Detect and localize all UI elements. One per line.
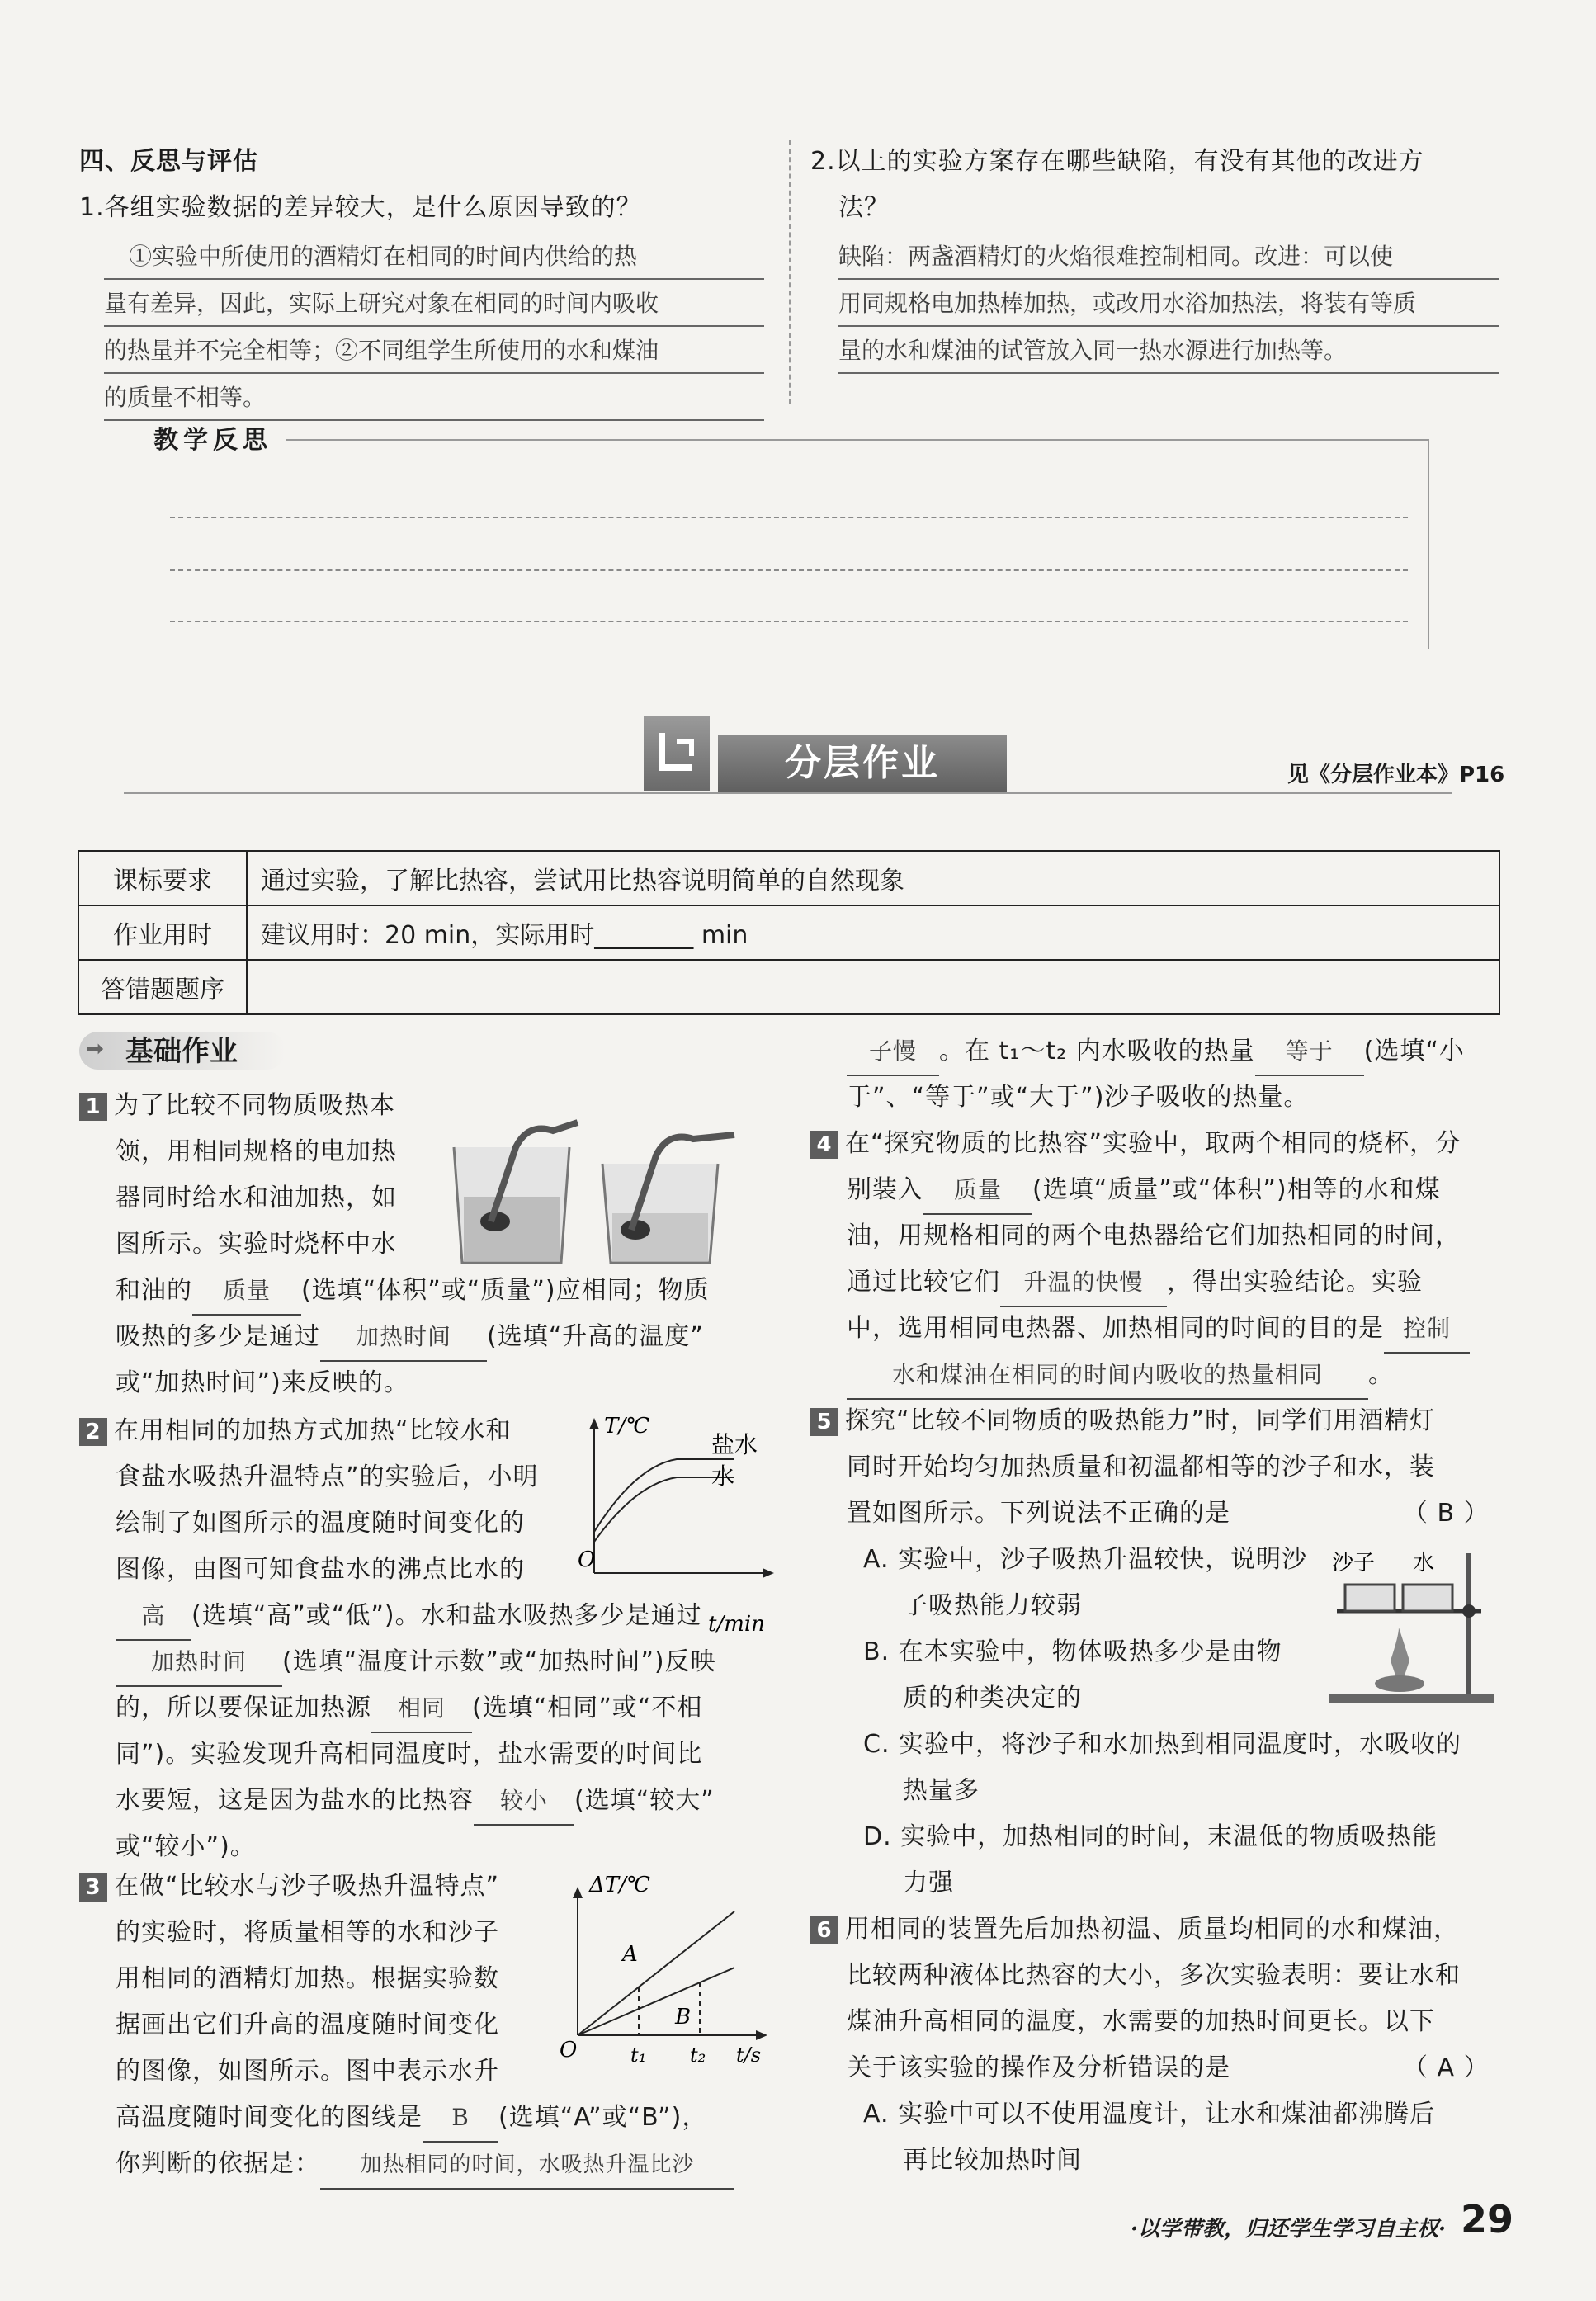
q1-line7: 或“加热时间”)来反映的。	[116, 1368, 409, 1397]
answer-line: 用同规格电加热棒加热，或改用水浴加热法，将装有等质	[838, 280, 1499, 327]
fig-water-label: 水	[1413, 1551, 1435, 1576]
q1-line5: 和油的 质量 (选填“体积”或“质量”)应相同；物质	[116, 1268, 710, 1316]
beaker-left-icon	[454, 1122, 578, 1263]
line-a	[578, 1911, 734, 2035]
page-number: 29	[1461, 2197, 1514, 2242]
q2-line8: 同”)。实验发现升高相同温度时，盐水需要的时间比	[116, 1740, 703, 1769]
q2-xaxis: t/min	[708, 1612, 765, 1637]
table-row	[78, 960, 1499, 1014]
q5-option-a[interactable]: A. 实验中，沙子吸热升温较快，说明沙 子吸热能力较弱	[863, 1545, 1308, 1620]
sand-container	[1345, 1585, 1395, 1611]
q3-label-a: A	[622, 1942, 638, 1967]
q2-label-water: 水	[711, 1462, 735, 1490]
teach-reflect-line	[170, 517, 1408, 518]
q3-line: 的实验时，将质量相等的水和沙子	[116, 1918, 499, 1947]
q5-line1: 5 探究“比较不同物质的吸热能力”时，同学们用酒精灯	[810, 1398, 1435, 1444]
reflect-q2-line1: 2.以上的实验方案存在哪些缺陷，有没有其他的改进方	[810, 147, 1424, 176]
q1-answer-2[interactable]: 加热时间	[320, 1314, 487, 1362]
reflect-a2	[838, 233, 1499, 374]
q3-line: 的图像，如图所示。图中表示水升	[116, 2057, 499, 2086]
q3-answer-1[interactable]: B	[423, 2095, 498, 2143]
q4-line1: 4 在“探究物质的比热容”实验中，取两个相同的烧杯，分	[810, 1121, 1461, 1167]
q1	[79, 1083, 426, 1268]
q2: 2 在用相同的加热方式加热“比较水和 食盐水吸热升温特点”的实验后，小明 绘制了如图所示的温度随时间变化的 图像，由图可知食盐水的沸点比水的	[79, 1408, 574, 1593]
apparatus-figure	[1320, 1537, 1502, 1710]
q3-cont-line1: 子慢 。在 t₁～t₂ 内水吸收的热量 等于 (选填“小	[847, 1028, 1465, 1076]
section-title: 基础作业	[125, 1035, 238, 1068]
q6-line2: 比较两种液体比热容的大小，多次实验表明：要让水和	[847, 1961, 1461, 1990]
banner-icon-block	[644, 716, 710, 791]
layers-icon	[644, 716, 710, 791]
q6-line4: 关于该实验的操作及分析错误的是	[847, 2053, 1230, 2082]
q2-label-brine: 盐水	[711, 1431, 758, 1458]
q3-line7: 你判断的依据是： 加热相同的时间，水吸热升温比沙	[116, 2141, 734, 2190]
answer-line: 的质量不相等。	[104, 374, 764, 421]
q6-number: 6	[810, 1916, 838, 1944]
q2-line9: 水要短，这是因为盐水的比热容 较小 (选填“较大”	[116, 1778, 715, 1826]
table-label: 作业用时	[78, 905, 247, 960]
q2-answer-2[interactable]: 加热时间	[116, 1639, 282, 1687]
q4-line3: 油，用规格相同的两个电热器给它们加热相同的时间，	[847, 1221, 1461, 1250]
q2-line: 绘制了如图所示的温度随时间变化的	[116, 1509, 525, 1538]
table-label: 课标要求	[78, 851, 247, 905]
table-value[interactable]	[247, 960, 1499, 1014]
q6-line1: 6 用相同的装置先后加热初温、质量均相同的水和煤油，	[810, 1906, 1459, 1953]
q3-origin: O	[560, 2038, 578, 2062]
q5-option-c[interactable]: C. 实验中，将沙子和水加热到相同温度时，水吸收的 热量多	[863, 1730, 1462, 1805]
q2-line5: 高 (选填“高”或“低”)。水和盐水吸热多少是通过	[116, 1593, 702, 1641]
q4-line5: 中，选用相同电热器、加热相同的时间的目的是 控制	[847, 1306, 1470, 1354]
q1-line6: 吸热的多少是通过 加热时间 (选填“升高的温度”	[116, 1314, 704, 1362]
table-value: 建议用时：20 min，实际用时________ min	[247, 905, 1499, 960]
q2-line: 图像，由图可知食盐水的沸点比水的	[116, 1555, 525, 1584]
answer-line: 的热量并不完全相等；②不同组学生所使用的水和煤油	[104, 327, 764, 374]
q3: 3 在做“比较水与沙子吸热升温特点” 的实验时，将质量相等的水和沙子 用相同的酒精灯加热。根据实验数 据画出它们升高的温度随时间变化 的图像，如图所示。图中表示水升	[79, 1864, 574, 2095]
q3-graph	[561, 1862, 776, 2093]
footer-motto: ·以学带教，归还学生学习自主权·	[1131, 2217, 1447, 2242]
reflect-a1	[104, 233, 764, 421]
answer-line: 量有差异，因此，实际上研究对象在相同的时间内吸收	[104, 280, 764, 327]
q2-yaxis: T/℃	[604, 1414, 650, 1439]
q2-line10: 或“较小”)。	[116, 1832, 256, 1861]
q3-t1: t₁	[630, 2043, 647, 2067]
banner-ref: 见《分层作业本》P16	[1287, 763, 1505, 787]
q3-label-b: B	[675, 2005, 692, 2029]
reflect-q2-line2: 法？	[838, 193, 890, 222]
banner-title: 分层作业	[718, 735, 1007, 792]
water-container	[1403, 1585, 1452, 1611]
q1-line: 领，用相同规格的电加热	[116, 1137, 397, 1166]
q4-answer-3b[interactable]: 水和煤油在相同的时间内吸收的热量相同	[847, 1352, 1368, 1400]
q4-line6: 水和煤油在相同的时间内吸收的热量相同 。	[847, 1352, 1394, 1400]
beaker-figure	[437, 1098, 767, 1271]
q3-t2: t₂	[690, 2043, 706, 2067]
q3-number: 3	[79, 1873, 107, 1902]
q3-line: 用相同的酒精灯加热。根据实验数	[116, 1964, 499, 1993]
q2-origin: O	[578, 1547, 596, 1572]
q2-line7: 的，所以要保证加热源 相同 (选填“相同”或“不相	[116, 1685, 702, 1733]
q1-line: 器同时给水和油加热，如	[116, 1184, 397, 1212]
fig-sand-label: 沙子	[1332, 1551, 1376, 1576]
info-table	[78, 850, 1500, 1015]
q6-answer[interactable]: （ A ）	[1403, 2053, 1490, 2082]
q3-answer-2[interactable]: 加热相同的时间，水吸热升温比沙	[320, 2142, 734, 2190]
q3-yaxis: ΔT/℃	[589, 1873, 650, 1897]
table-value: 通过实验，了解比热容，尝试用比热容说明简单的自然现象	[247, 851, 1499, 905]
reflect-heading: 四、反思与评估	[79, 147, 258, 176]
teach-reflect-line	[170, 569, 1408, 571]
q5-answer[interactable]: （ B ）	[1403, 1499, 1490, 1528]
table-row	[78, 851, 1499, 905]
line-b	[578, 1968, 734, 2035]
teach-reflect-right-rule	[1428, 439, 1429, 649]
q1-number: 1	[79, 1093, 107, 1121]
q2-number: 2	[79, 1418, 107, 1446]
table-label: 答错题题序	[78, 960, 247, 1014]
q3-line6: 高温度随时间变化的图线是 B (选填“A”或“B”)，	[116, 2095, 707, 2143]
teach-reflect-line	[170, 621, 1408, 622]
reflect-q1: 1.各组实验数据的差异较大，是什么原因导致的？	[79, 193, 642, 222]
teach-reflect-top-rule	[286, 439, 1428, 441]
column-divider	[789, 140, 791, 404]
q4-line2: 别装入 质量 (选填“质量”或“体积”)相等的水和煤	[847, 1167, 1441, 1215]
arrow-icon: ➡	[86, 1037, 104, 1061]
q5-option-b[interactable]: B. 在本实验中，物体吸热多少是由物 质的种类决定的	[863, 1637, 1282, 1713]
q3-line: 据画出它们升高的温度随时间变化	[116, 2010, 499, 2039]
q2-answer-1[interactable]: 高	[116, 1593, 191, 1641]
answer-line: 缺陷：两盏酒精灯的火焰很难控制相同。改进：可以使	[838, 233, 1499, 280]
q4-answer-2[interactable]: 升温的快慢	[1000, 1259, 1167, 1307]
q6-line3: 煤油升高相同的温度，水需要的加热时间更长。以下	[847, 2007, 1435, 2036]
q2-graph	[578, 1408, 776, 1637]
q3-xaxis: t/s	[736, 2043, 762, 2067]
q5-number: 5	[810, 1408, 838, 1436]
q6-option-a[interactable]: A. 实验中可以不使用温度计，让水和煤油都沸腾后 再比较加热时间	[863, 2100, 1436, 2175]
q3-cont-line2: 于”、“等于”或“大于”)沙子吸收的热量。	[847, 1083, 1310, 1112]
q5-line2: 同时开始均匀加热质量和初温都相等的沙子和水，装	[847, 1453, 1435, 1481]
q5-line3: 置如图所示。下列说法不正确的是	[847, 1499, 1230, 1528]
q2-line6: 加热时间 (选填“温度计示数”或“加热时间”)反映	[116, 1639, 716, 1687]
answer-line: ①实验中所使用的酒精灯在相同的时间内供给的热	[104, 233, 764, 280]
q4-answer-3a[interactable]: 控制	[1384, 1306, 1470, 1354]
banner-rule	[124, 792, 1452, 794]
table-row	[78, 905, 1499, 960]
answer-line: 量的水和煤油的试管放入同一热水源进行加热等。	[838, 327, 1499, 374]
q4-number: 4	[810, 1131, 838, 1159]
q1-line: 1 为了比较不同物质吸热本	[79, 1083, 426, 1129]
q4-line4: 通过比较它们 升温的快慢 ，得出实验结论。实验	[847, 1259, 1423, 1307]
q3-answer-3[interactable]: 等于	[1255, 1028, 1364, 1076]
lamp-icon	[1375, 1675, 1424, 1692]
beaker-right-icon	[602, 1135, 734, 1263]
q2-answer-3[interactable]: 相同	[371, 1685, 472, 1733]
q2-line: 食盐水吸热升温特点”的实验后，小明	[116, 1462, 539, 1491]
q5-option-d[interactable]: D. 实验中，加热相同的时间，末温低的物质吸热能 力强	[863, 1822, 1438, 1897]
q3-answer-cont[interactable]: 子慢	[847, 1028, 939, 1076]
q1-answer-1[interactable]: 质量	[192, 1268, 301, 1316]
teach-reflect-title: 教学反思	[153, 426, 272, 455]
q1-line: 图所示。实验时烧杯中水	[116, 1230, 397, 1259]
q2-answer-4[interactable]: 较小	[474, 1778, 574, 1826]
q4-answer-1[interactable]: 质量	[923, 1167, 1032, 1215]
stand-base	[1329, 1694, 1494, 1703]
